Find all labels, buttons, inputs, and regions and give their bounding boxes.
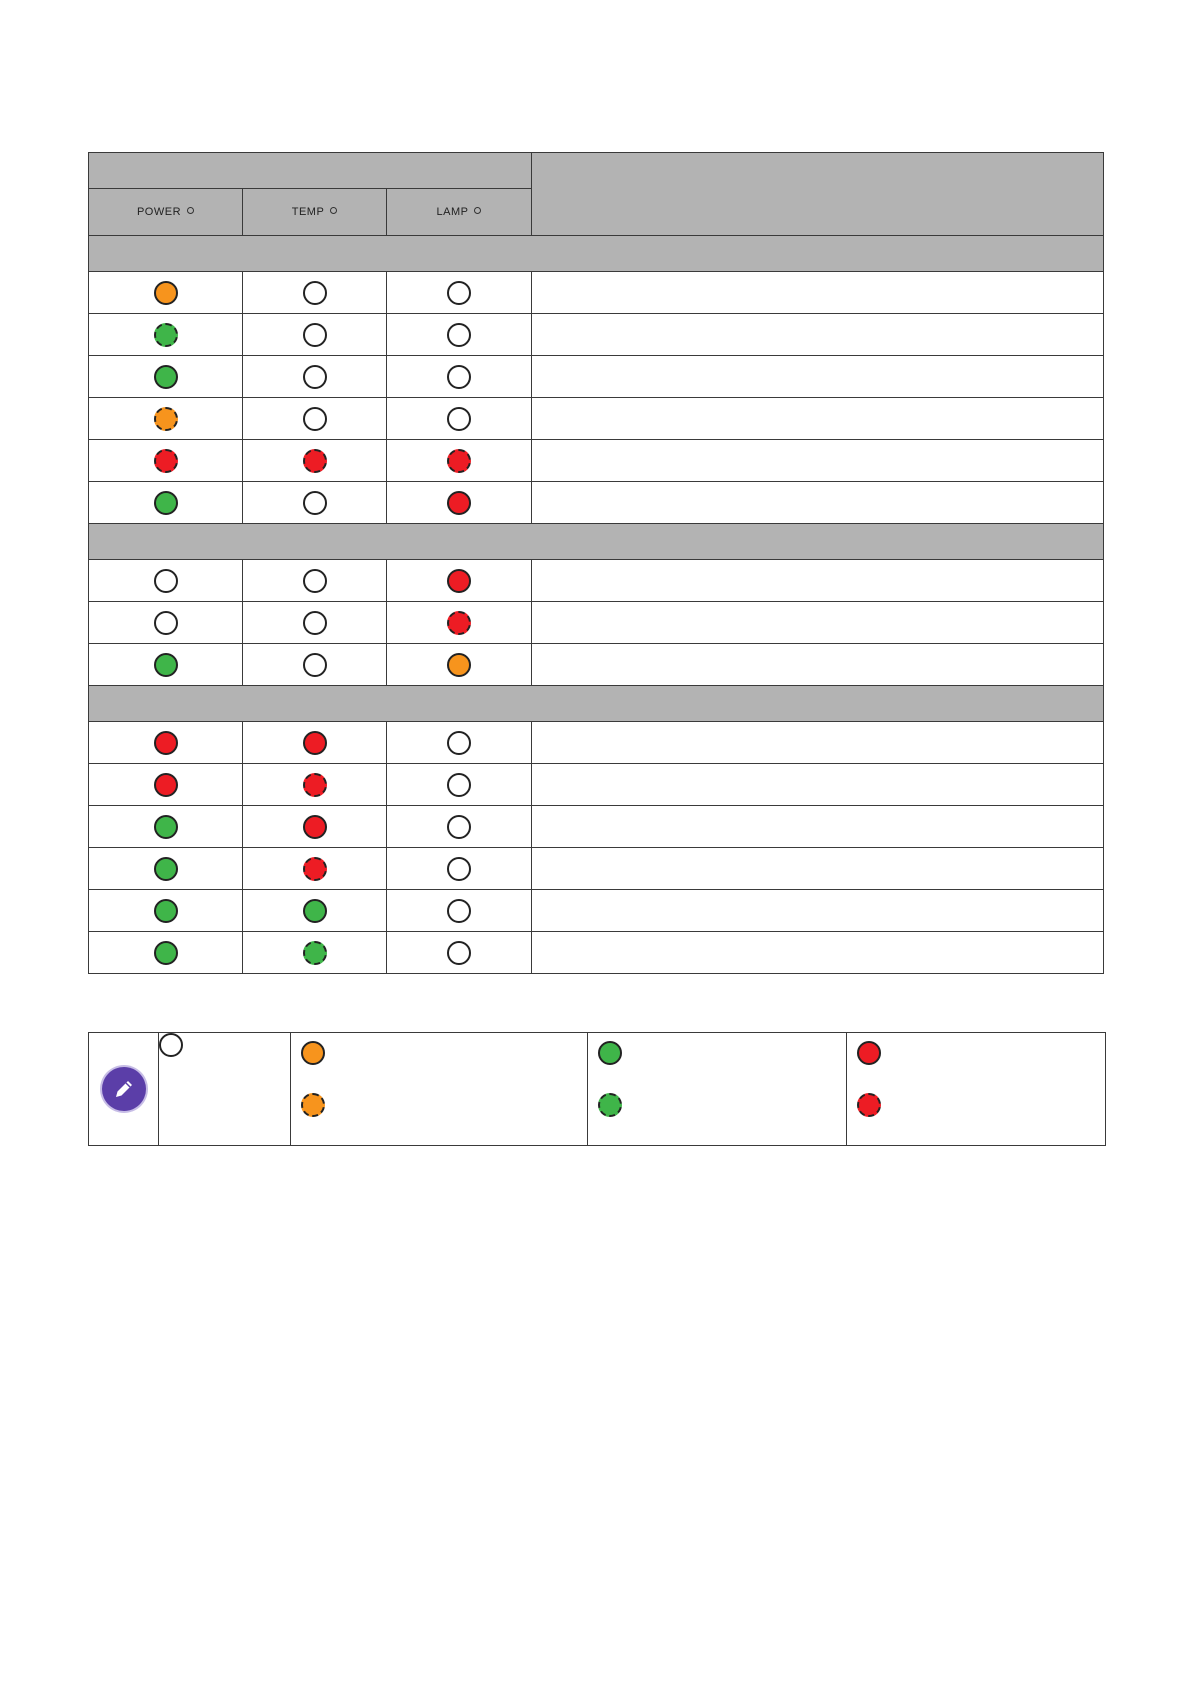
legend-off-cell [159, 1033, 291, 1146]
led-orange-on-icon [154, 281, 178, 305]
power-indicator-cell [89, 440, 243, 482]
lamp-indicator-cell [387, 932, 532, 974]
temp-indicator-cell [243, 398, 387, 440]
led-legend [88, 1032, 1106, 1146]
power-indicator-cell [89, 560, 243, 602]
legend-orange-cell [291, 1033, 588, 1146]
column-label: TEMP [291, 206, 325, 218]
status-description-cell [532, 398, 1104, 440]
led-off-icon [447, 407, 471, 431]
power-indicator-cell [89, 482, 243, 524]
lamp-indicator-cell [387, 722, 532, 764]
table-row [89, 482, 1104, 524]
lamp-indicator-cell [387, 806, 532, 848]
led-green-on-icon [154, 815, 178, 839]
led-off-icon [447, 731, 471, 755]
led-red-flash-icon [303, 857, 327, 881]
temp-indicator-cell [243, 482, 387, 524]
power-indicator-cell [89, 932, 243, 974]
column-label: POWER [136, 206, 182, 218]
indicator-ring-icon [187, 207, 194, 214]
led-off-icon [303, 653, 327, 677]
power-indicator-cell [89, 602, 243, 644]
section-header-row [89, 236, 1104, 272]
table-row [89, 398, 1104, 440]
power-indicator-cell [89, 356, 243, 398]
led-off-icon [303, 491, 327, 515]
led-off-icon [303, 281, 327, 305]
lamp-indicator-cell [387, 356, 532, 398]
led-off-icon [447, 323, 471, 347]
power-indicator-cell [89, 314, 243, 356]
column-header-lamp [387, 189, 532, 236]
pencil-note-icon [102, 1067, 146, 1111]
led-green-flash-icon [154, 323, 178, 347]
table-row [89, 356, 1104, 398]
table-row [89, 272, 1104, 314]
section-header-cell [89, 686, 1104, 722]
temp-indicator-cell [243, 890, 387, 932]
status-description-cell [532, 890, 1104, 932]
power-indicator-cell [89, 272, 243, 314]
table-row [89, 722, 1104, 764]
power-indicator-cell [89, 722, 243, 764]
power-indicator-cell [89, 644, 243, 686]
lamp-indicator-cell [387, 644, 532, 686]
indicator-ring-icon [474, 207, 481, 214]
indicator-status-table [88, 152, 1104, 974]
temp-indicator-cell [243, 848, 387, 890]
lamp-indicator-cell [387, 602, 532, 644]
column-header-temp [243, 189, 387, 236]
status-description-cell [532, 560, 1104, 602]
led-green-on-icon [598, 1041, 622, 1065]
led-red-on-icon [154, 731, 178, 755]
lamp-indicator-cell [387, 848, 532, 890]
led-red-on-icon [303, 815, 327, 839]
led-orange-flash-icon [154, 407, 178, 431]
table-row [89, 314, 1104, 356]
column-header-power [89, 189, 243, 236]
table-row [89, 890, 1104, 932]
temp-indicator-cell [243, 272, 387, 314]
status-description-cell [532, 764, 1104, 806]
temp-indicator-cell [243, 602, 387, 644]
table-row [89, 440, 1104, 482]
temp-indicator-cell [243, 722, 387, 764]
legend-green-cell [588, 1033, 847, 1146]
status-description-cell [532, 482, 1104, 524]
led-red-on-icon [857, 1041, 881, 1065]
led-off-icon [447, 281, 471, 305]
led-off-icon [447, 857, 471, 881]
section-header-cell [89, 236, 1104, 272]
indicator-group-header [89, 153, 532, 189]
lamp-indicator-cell [387, 482, 532, 524]
temp-indicator-cell [243, 644, 387, 686]
led-green-on-icon [154, 941, 178, 965]
led-off-icon [154, 611, 178, 635]
lamp-indicator-cell [387, 764, 532, 806]
section-header-row [89, 686, 1104, 722]
indicator-ring-icon [330, 207, 337, 214]
temp-indicator-cell [243, 314, 387, 356]
temp-indicator-cell [243, 356, 387, 398]
led-red-flash-icon [303, 449, 327, 473]
led-red-on-icon [447, 569, 471, 593]
status-description-cell [532, 272, 1104, 314]
temp-indicator-cell [243, 806, 387, 848]
column-label: LAMP [436, 206, 469, 218]
table-row [89, 848, 1104, 890]
led-off-icon [303, 323, 327, 347]
led-off-icon [154, 569, 178, 593]
led-red-on-icon [303, 731, 327, 755]
power-indicator-cell [89, 890, 243, 932]
led-green-on-icon [154, 899, 178, 923]
lamp-indicator-cell [387, 440, 532, 482]
status-description-cell [532, 602, 1104, 644]
status-description-cell [532, 356, 1104, 398]
temp-indicator-cell [243, 932, 387, 974]
table-row [89, 602, 1104, 644]
lamp-indicator-cell [387, 560, 532, 602]
led-off-icon [303, 569, 327, 593]
legend-red-cell [847, 1033, 1106, 1146]
led-green-on-icon [154, 365, 178, 389]
led-green-on-icon [154, 857, 178, 881]
led-off-icon [303, 611, 327, 635]
led-green-flash-icon [598, 1093, 622, 1117]
led-off-icon [447, 365, 471, 389]
led-green-flash-icon [303, 941, 327, 965]
led-off-icon [159, 1033, 183, 1057]
led-red-on-icon [447, 491, 471, 515]
led-orange-on-icon [447, 653, 471, 677]
section-header-cell [89, 524, 1104, 560]
status-description-cell [532, 644, 1104, 686]
section-header-row [89, 524, 1104, 560]
led-off-icon [303, 365, 327, 389]
led-green-on-icon [154, 491, 178, 515]
temp-indicator-cell [243, 440, 387, 482]
power-indicator-cell [89, 806, 243, 848]
led-green-on-icon [303, 899, 327, 923]
table-row [89, 806, 1104, 848]
power-indicator-cell [89, 848, 243, 890]
description-header [532, 153, 1104, 236]
led-red-on-icon [154, 773, 178, 797]
led-orange-on-icon [301, 1041, 325, 1065]
table-row [89, 764, 1104, 806]
lamp-indicator-cell [387, 398, 532, 440]
note-icon-cell [89, 1033, 159, 1146]
led-red-flash-icon [447, 611, 471, 635]
lamp-indicator-cell [387, 890, 532, 932]
lamp-indicator-cell [387, 314, 532, 356]
table-row [89, 644, 1104, 686]
table-row [89, 932, 1104, 974]
status-description-cell [532, 932, 1104, 974]
temp-indicator-cell [243, 764, 387, 806]
led-off-icon [447, 773, 471, 797]
led-off-icon [447, 941, 471, 965]
status-description-cell [532, 314, 1104, 356]
power-indicator-cell [89, 764, 243, 806]
led-red-flash-icon [154, 449, 178, 473]
temp-indicator-cell [243, 560, 387, 602]
status-description-cell [532, 440, 1104, 482]
status-description-cell [532, 806, 1104, 848]
status-description-cell [532, 848, 1104, 890]
status-description-cell [532, 722, 1104, 764]
led-red-flash-icon [857, 1093, 881, 1117]
table-row [89, 560, 1104, 602]
power-indicator-cell [89, 398, 243, 440]
led-green-on-icon [154, 653, 178, 677]
led-orange-flash-icon [301, 1093, 325, 1117]
led-red-flash-icon [303, 773, 327, 797]
led-off-icon [447, 899, 471, 923]
led-off-icon [303, 407, 327, 431]
led-off-icon [447, 815, 471, 839]
lamp-indicator-cell [387, 272, 532, 314]
led-red-flash-icon [447, 449, 471, 473]
